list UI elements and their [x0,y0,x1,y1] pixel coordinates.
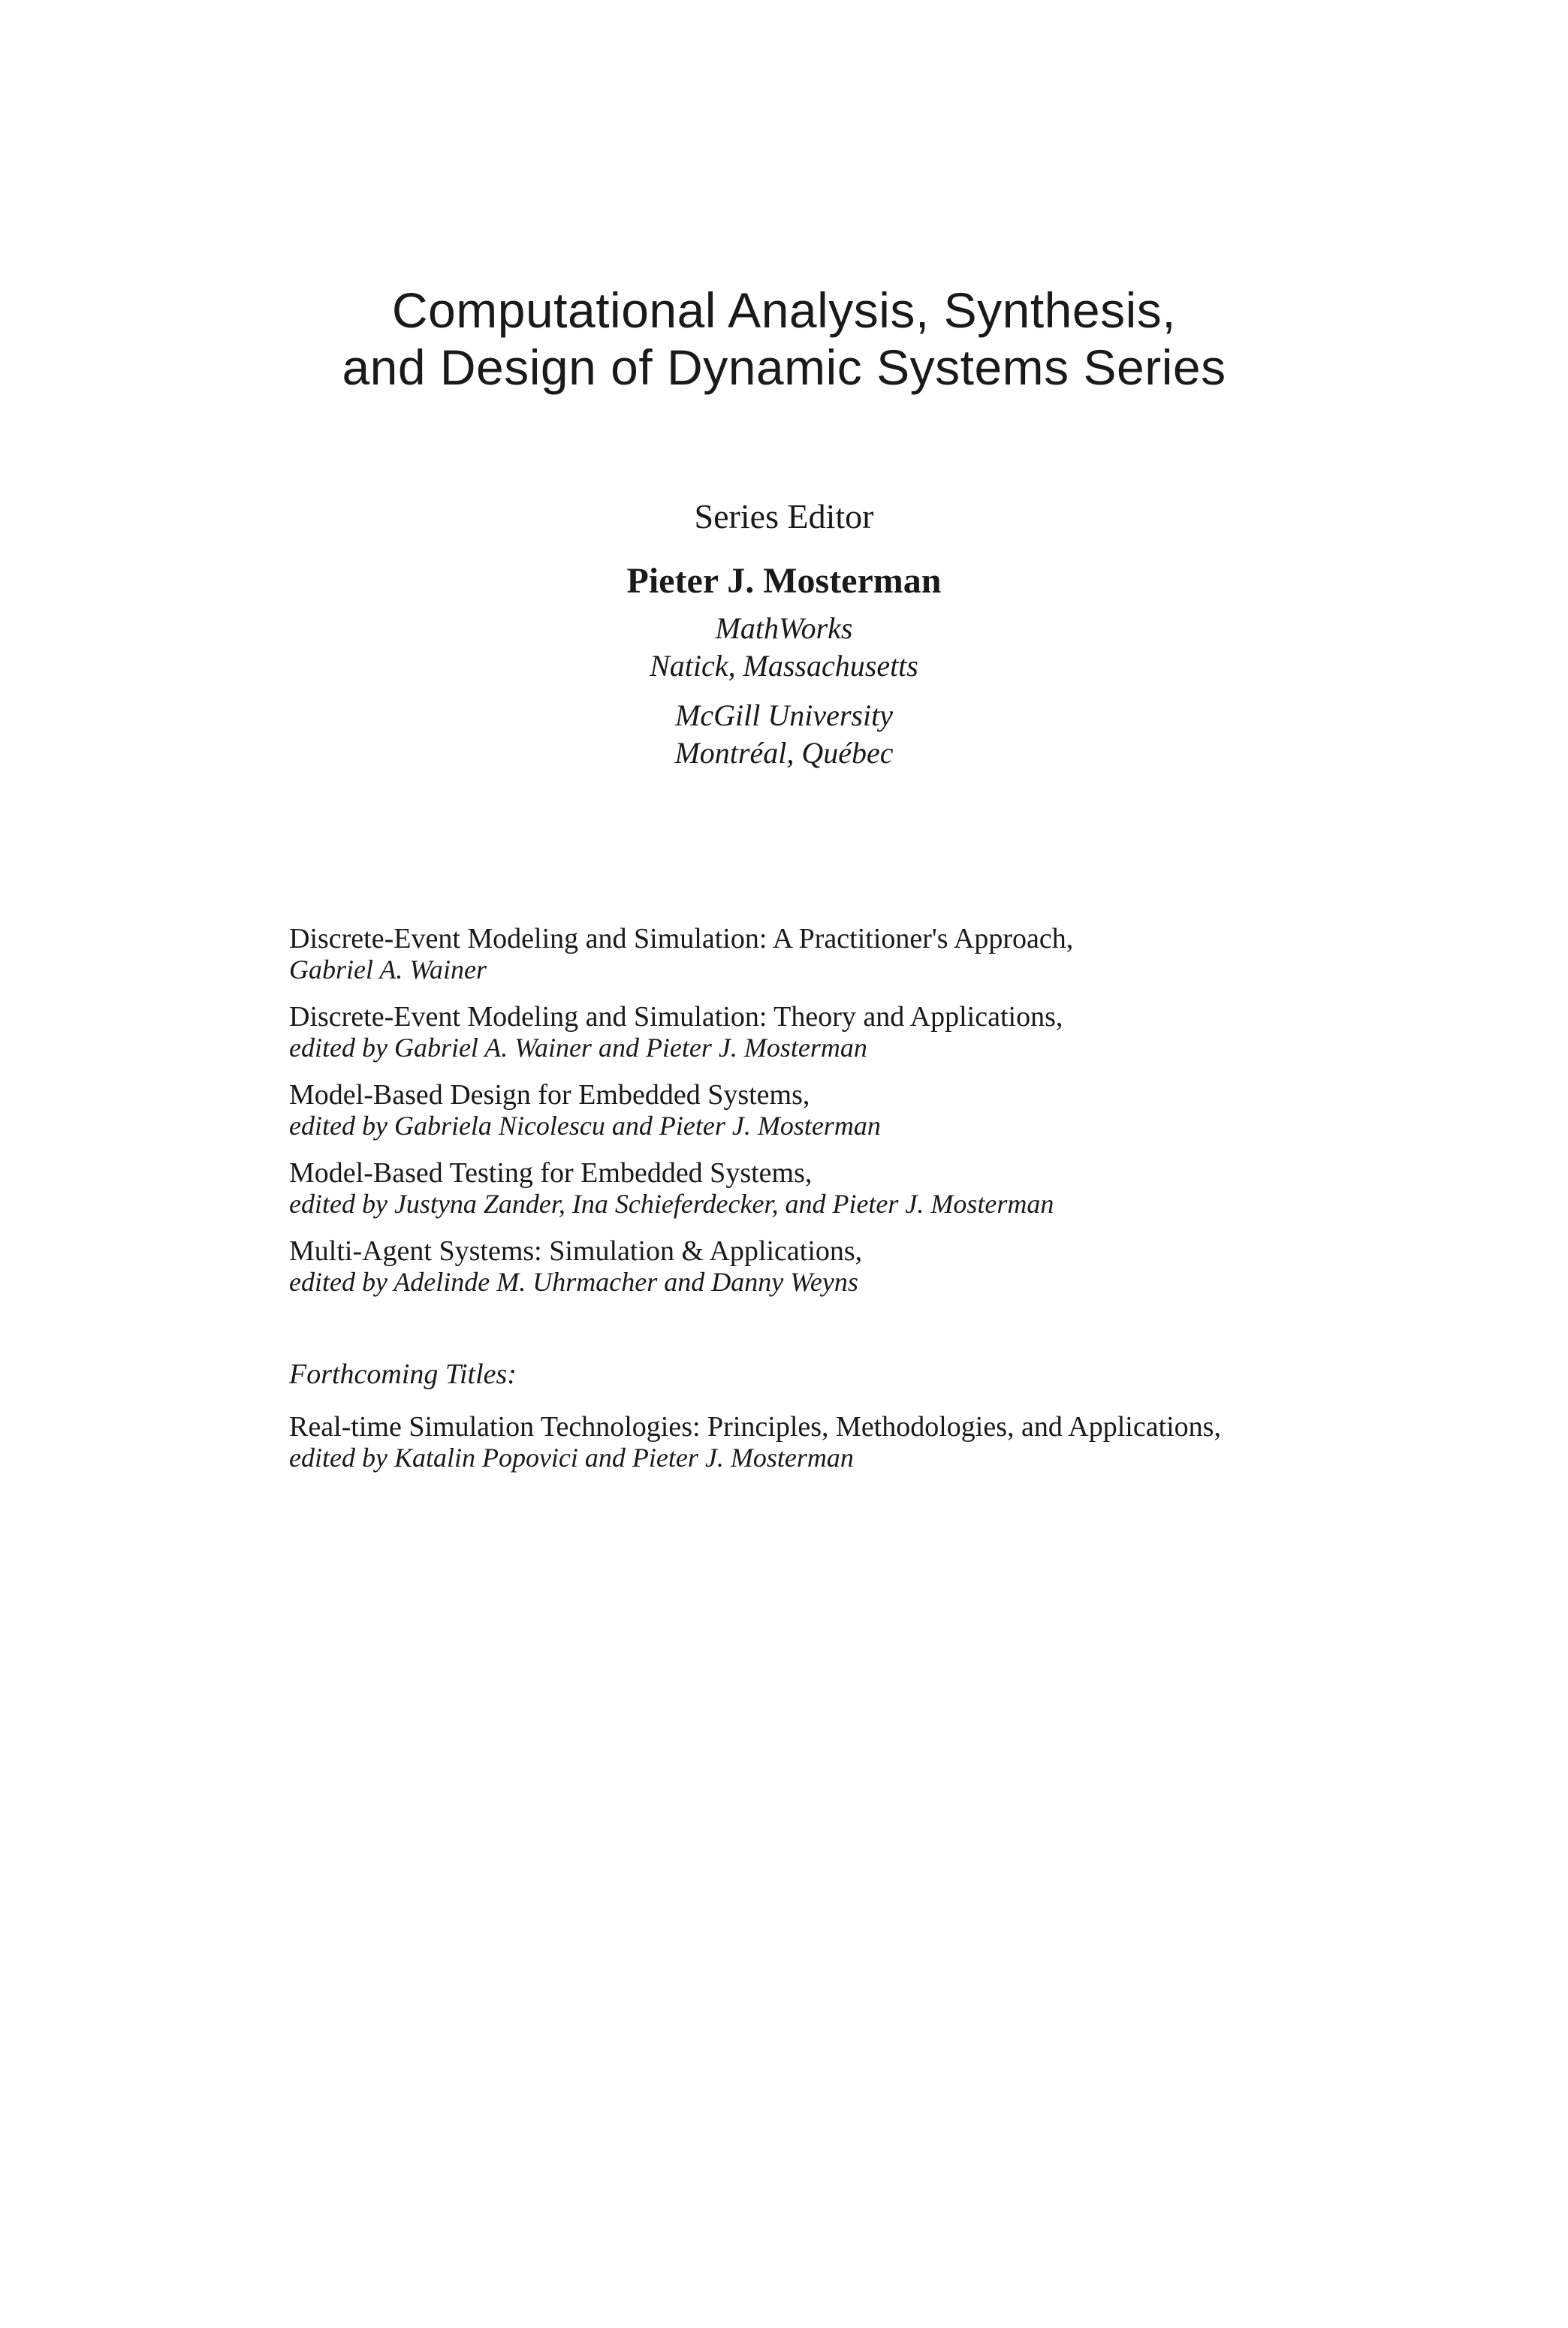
book-title: Discrete-Event Modeling and Simulation: A Practitioner's Approach, [289,923,1074,954]
affiliation-organization: McGill University [675,698,893,732]
book-list [289,924,1491,1490]
book-entry [289,1236,1491,1298]
book-title: Multi-Agent Systems: Simulation & Applications, [289,1235,863,1267]
book-authors: Gabriel A. Wainer [289,954,487,985]
affiliation-mcgill [0,697,1568,772]
series-title-line-2: and Design of Dynamic Systems Series [342,339,1226,395]
book-authors: edited by Adelinde M. Uhrmacher and Danny Weyns [289,1267,858,1297]
affiliation-location: Natick, Massachusetts [650,649,918,683]
book-title: Model-Based Design for Embedded Systems, [289,1079,810,1111]
series-editor-block [0,496,1568,772]
book-title: Real-time Simulation Technologies: Principles, Methodologies, and Applications, [289,1411,1221,1443]
book-entry [289,924,1491,985]
forthcoming-book-entry [289,1412,1491,1473]
affiliation-organization: MathWorks [715,611,853,645]
affiliation-mathworks [0,610,1568,685]
book-authors: edited by Gabriela Nicolescu and Pieter J. Mosterman [289,1111,881,1141]
book-title: Model-Based Testing for Embedded Systems, [289,1157,813,1189]
series-editor-label: Series Editor [694,497,874,535]
book-authors: edited by Katalin Popovici and Pieter J. Mosterman [289,1443,854,1473]
book-entry [289,1080,1491,1141]
book-authors: edited by Justyna Zander, Ina Schieferdecker, and Pieter J. Mosterman [289,1189,1054,1219]
forthcoming-heading: Forthcoming Titles: [289,1359,517,1390]
book-entry [289,1158,1491,1220]
book-authors: edited by Gabriel A. Wainer and Pieter J. Mosterman [289,1033,867,1063]
book-title: Discrete-Event Modeling and Simulation: Theory and Applications, [289,1001,1063,1033]
affiliation-location: Montréal, Québec [674,736,894,770]
series-title [0,282,1568,396]
book-entry [289,1002,1491,1063]
series-title-line-1: Computational Analysis, Synthesis, [391,282,1177,338]
series-editor-name: Pieter J. Mosterman [626,561,942,601]
